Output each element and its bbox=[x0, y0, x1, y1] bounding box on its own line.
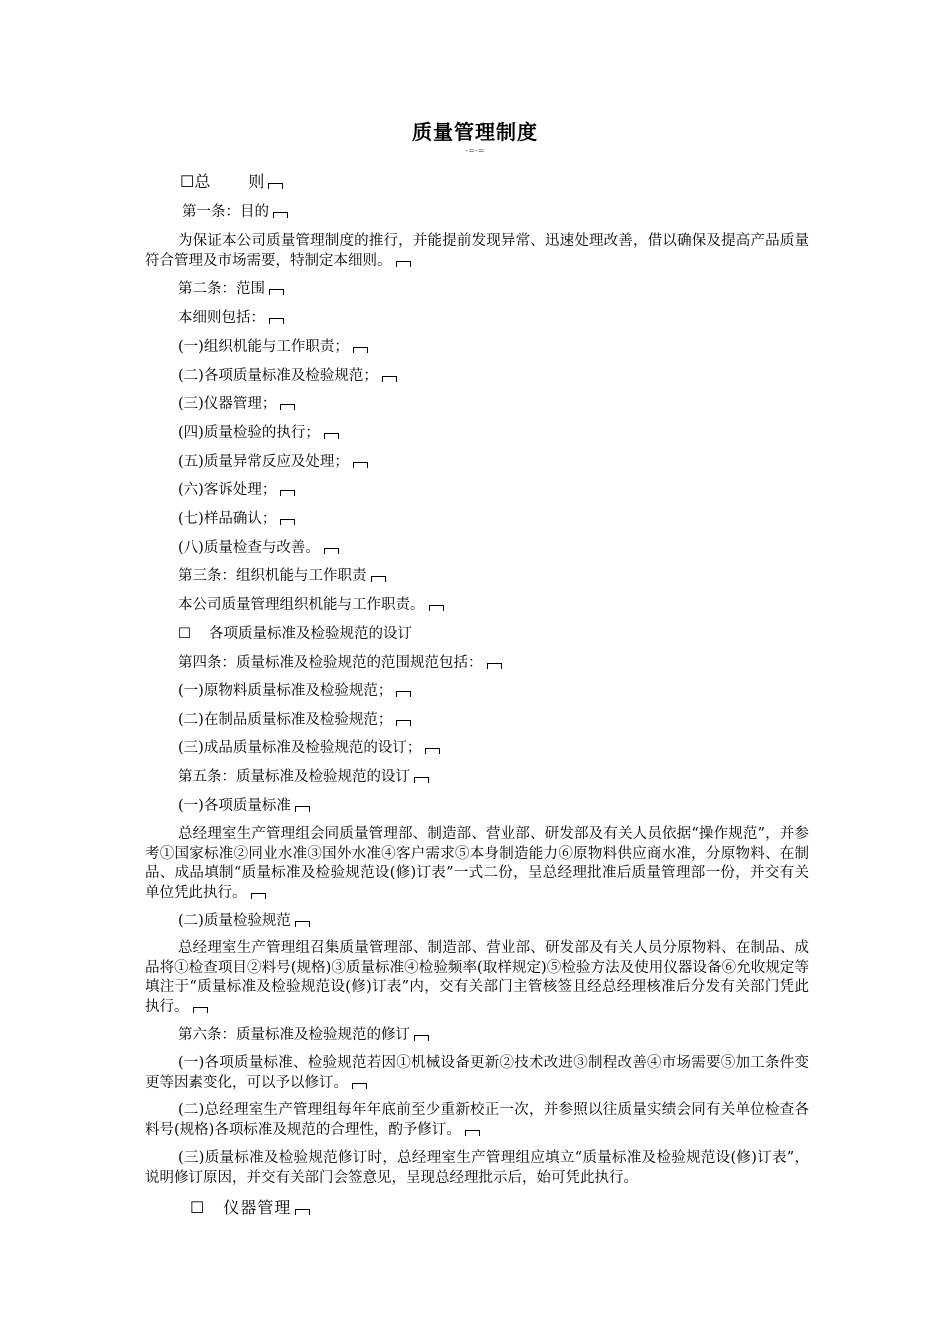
paragraph-mark-icon bbox=[414, 1035, 429, 1041]
paragraph-mark-icon bbox=[396, 691, 411, 697]
article-3-heading: 第三条：组织机能与工作职责 bbox=[178, 566, 810, 586]
paragraph-mark-icon bbox=[414, 777, 429, 783]
article-3-body: 本公司质量管理组织机能与工作职责。 bbox=[178, 595, 810, 615]
paragraph-mark-icon bbox=[280, 519, 295, 525]
scope-item: (四)质量检验的执行； bbox=[178, 423, 810, 443]
paragraph-mark-icon bbox=[352, 1083, 367, 1089]
scope-item: (五)质量异常反应及处理； bbox=[178, 452, 810, 472]
article-5-sub1-body: 总经理室生产管理组会同质量管理部、制造部、营业部、研发部及有关人员依据“操作规范”，并参考①国家标准②同业水准③国外水准④客户需求⑤本身制造能力⑥原物料供应商水准，分原物料、在制品、成品填制“质量标准及检验规范设(修)订表”一式二份，呈总经理批准后质量管理部一份，并交有关单位凭此执行。 bbox=[145, 826, 809, 901]
checkbox-icon: ☐ bbox=[178, 626, 191, 642]
scope-item: (六)客诉处理； bbox=[178, 480, 810, 500]
paragraph-mark-icon bbox=[396, 261, 411, 267]
scope-item: (三)仪器管理； bbox=[178, 394, 810, 414]
paragraph-mark-icon bbox=[396, 720, 411, 726]
scope-item: (八)质量检查与改善。 bbox=[178, 538, 810, 558]
article-4-item: (一)原物料质量标准及检验规范； bbox=[178, 681, 810, 701]
paragraph-mark-icon bbox=[251, 893, 266, 899]
article-5-heading: 第五条：质量标准及检验规范的设订 bbox=[178, 767, 810, 787]
paragraph-mark-icon bbox=[280, 404, 295, 410]
article-6-para-1: (一)各项质量标准、检验规范若因①机械设备更新②技术改进③制程改善④市场需要⑤加工条件变更等因素变化，可以予以修订。 bbox=[145, 1055, 809, 1091]
checkbox-icon: ☐ bbox=[190, 1198, 206, 1217]
article-4-item: (二)在制品质量标准及检验规范； bbox=[178, 710, 810, 730]
paragraph-mark-icon bbox=[268, 183, 283, 189]
checkbox-icon: ☐ bbox=[180, 172, 195, 191]
paragraph-mark-icon bbox=[382, 376, 397, 382]
paragraph-mark-icon bbox=[273, 212, 288, 218]
article-6-para-3: (三)质量标准及检验规范修订时，总经理室生产管理组应填立“质量标准及检验规范设(修)订表”，说明修订原因，并交有关部门会签意见，呈现总经理批示后，始可凭此执行。 bbox=[145, 1150, 809, 1186]
paragraph-mark-icon bbox=[280, 490, 295, 496]
paragraph-mark-icon bbox=[353, 347, 368, 353]
paragraph-mark-icon bbox=[295, 921, 310, 927]
article-1-heading: 第一条：目的 bbox=[182, 202, 810, 222]
article-5-sub2: (二)质量检验规范 bbox=[178, 911, 810, 931]
article-2-heading: 第二条：范围 bbox=[178, 279, 810, 299]
section-general: ☐总 则 bbox=[180, 172, 810, 192]
paragraph-mark-icon bbox=[487, 663, 502, 669]
article-6-para-2: (二)总经理室生产管理组每年年底前至少重新校正一次，并参照以往质量实绩会同有关单位检查各料号(规格)各项标准及规范的合理性，酌予修订。 bbox=[145, 1102, 809, 1138]
article-6-heading: 第六条：质量标准及检验规范的修订 bbox=[178, 1025, 810, 1045]
scope-item: (七)样品确认； bbox=[178, 509, 810, 529]
paragraph-mark-icon bbox=[269, 318, 284, 324]
paragraph-mark-icon bbox=[295, 806, 310, 812]
article-5-sub1: (一)各项质量标准 bbox=[178, 796, 810, 816]
paragraph-mark-icon bbox=[324, 433, 339, 439]
section-standards: ☐ 各项质量标准及检验规范的设订 bbox=[178, 626, 412, 642]
scope-item: (一)组织机能与工作职责； bbox=[178, 337, 810, 357]
paragraph-mark-icon bbox=[353, 462, 368, 468]
section-instruments: ☐ 仪器管理 bbox=[190, 1198, 310, 1218]
article-5-sub2-body: 总经理室生产管理组召集质量管理部、制造部、营业部、研发部及有关人员分原物料、在制品、成品将①检查项目②料号(规格)③质量标准④检验频率(取样规定)⑤检验方法及使用仪器设备⑥允收规定等填注于“质量标准及检验规范设(修)订表”内，交有关部门主管核签且经总经理核准后分发有关部门凭此执行。 bbox=[145, 940, 809, 1015]
article-1-body: 为保证本公司质量管理制度的推行，并能提前发现异常、迅速处理改善，借以确保及提高产品质量符合管理及市场需要，特制定本细则。 bbox=[145, 233, 809, 269]
paragraph-mark-icon bbox=[324, 548, 339, 554]
article-4-heading: 第四条：质量标准及检验规范的范围规范包括： bbox=[178, 653, 810, 673]
scope-item: (二)各项质量标准及检验规范； bbox=[178, 366, 810, 386]
paragraph-mark-icon bbox=[269, 289, 284, 295]
paragraph-mark-icon bbox=[465, 1130, 480, 1136]
paragraph-mark-icon bbox=[371, 576, 386, 582]
paragraph-mark-icon bbox=[425, 748, 440, 754]
article-4-item: (三)成品质量标准及检验规范的设订； bbox=[178, 738, 810, 758]
article-2-intro: 本细则包括： bbox=[178, 308, 810, 328]
paragraph-mark-icon bbox=[429, 605, 444, 611]
paragraph-mark-icon bbox=[295, 1209, 310, 1215]
document-subtitle: -=-= bbox=[465, 146, 485, 155]
paragraph-mark-icon bbox=[193, 1007, 208, 1013]
document-title: 质量管理制度 bbox=[412, 120, 538, 144]
